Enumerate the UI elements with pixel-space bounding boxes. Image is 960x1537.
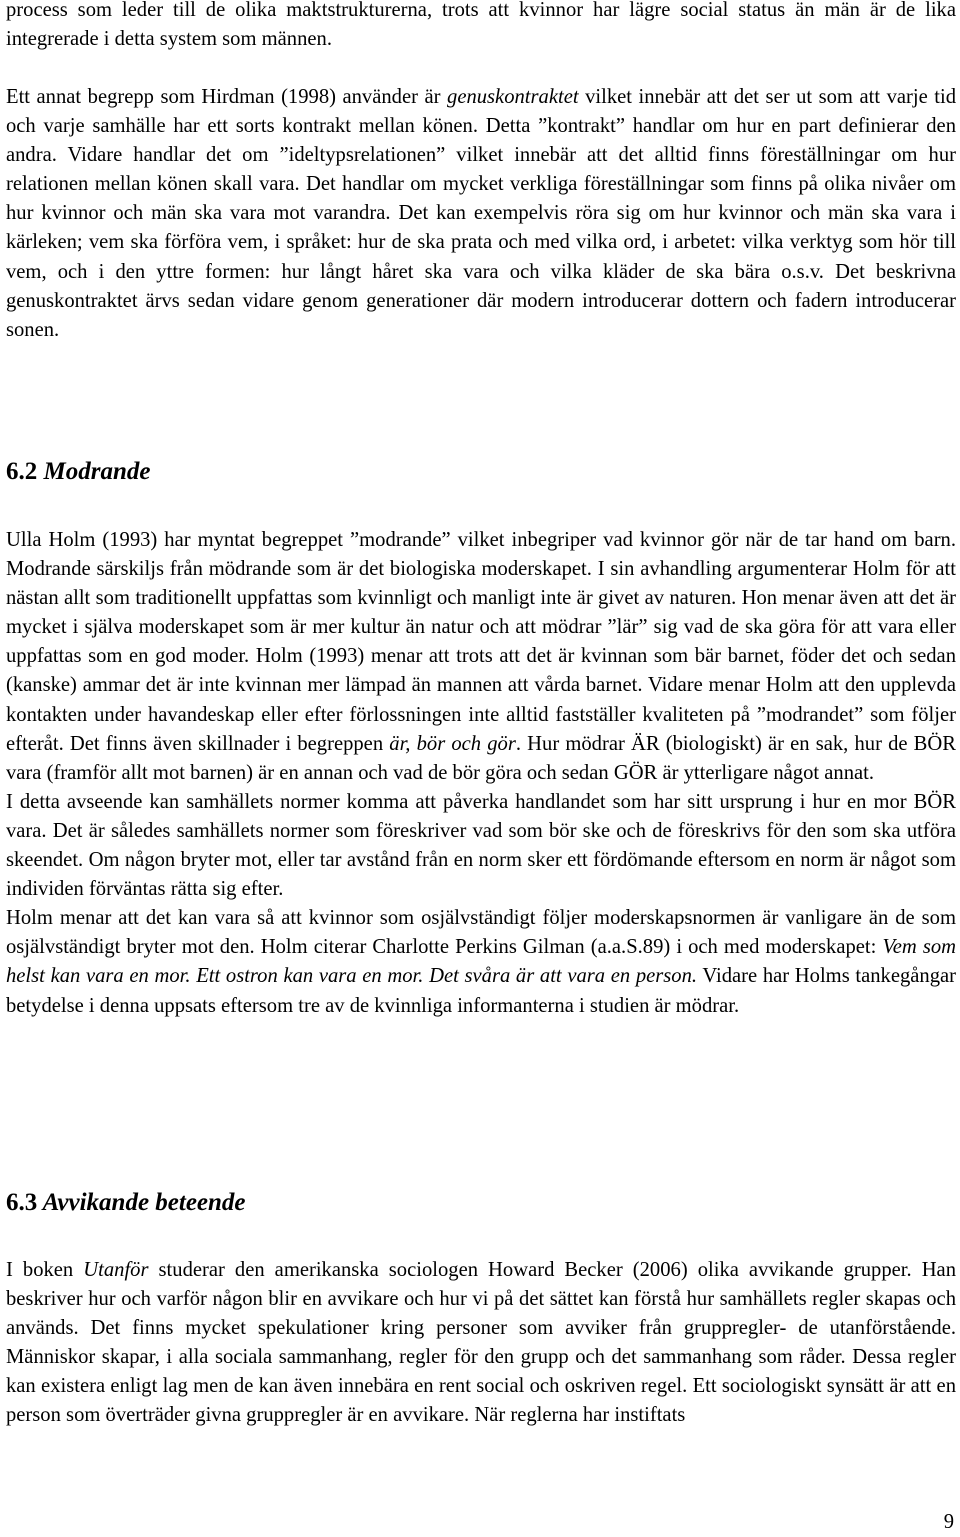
emphasis-term: är, bör och gör	[389, 732, 516, 755]
text-segment: Ulla Holm (1993) har myntat begreppet ”modrande” vilket inbegriper vad kvinnor gör när de tar hand om barn. Modrande särskiljs från mödrande som är det biologiska moderskapet. I sin avhandling argumenterar Holm för att nästan allt som traditionellt uppfattas som kvinnligt och manligt inte är givet av naturen. Hon menar även att det är mycket i själva moderskapet som är mer kultur än natur och att mödrar ”lär” sig vad de ska göra för att vara eller uppfattas som en god moder. Holm (1993) menar att trots att det är kvinnan som bär barnet, föder det och sedan (kanske) ammar det är inte kvinnan mer lämpad än mannen att vårda barnet. Vidare menar Holm att den upplevda kontakten under havandeskap eller efter förlossningen inte alltid fastställer kvaliteten på ”modrandet” som följer efteråt. Det finns även skillnader i begreppen	[6, 529, 956, 755]
text-segment: studerar den amerikanska sociologen Howard Becker (2006) olika avvikande grupper. Han beskriver hur och varför någon blir en avvikare och hur vi på det sättet kan förstå hur samhällets regler skapas och används. Det finns mycket spekulationer kring personer som avviker från gruppregler- de utanförstående. Människor skapar, i alla sociala sammanhang, regler för den grupp och det sammanhang som råder. Dessa regler kan existera enligt lag men de kan även innebära en rent social och oskriven regel. Ett sociologiskt synsätt är att en person som överträder givna gruppregler är en avvikare. När reglerna har instiftats	[6, 1259, 956, 1427]
text-segment: Ett annat begrepp som Hirdman (1998) använder är	[6, 86, 448, 108]
book-title: Utanför	[83, 1259, 149, 1281]
paragraph-avvikande	[6, 1256, 956, 1431]
text-segment: Holm menar att det kan vara så att kvinnor som osjälvständigt följer moderskapsnormen är vanligare än de som osjälvständigt bryter mot den. Holm citerar Charlotte Perkins Gilman (a.a.S.89) i och med moderskapet:	[6, 907, 956, 959]
text-segment: I detta avseende kan samhällets normer komma att påverka handlandet som har sitt ursprung i hur en mor BÖR vara. Det är således samhällets normer som föreskriver vad som bör ske och de föreskrivs för den som ska utföra skeendet. Om någon bryter mot, eller tar avstånd från en norm sker ett fördömande eftersom en norm är något som individen förväntas rätta sig efter.	[6, 790, 956, 901]
section-heading-6-3	[6, 1188, 246, 1218]
section-title: Avvikande beteende	[42, 1189, 246, 1216]
section-number: 6.3	[6, 1189, 38, 1216]
paragraph-genuskontrakt	[6, 83, 956, 345]
paragraph-continuation: process som leder till de olika maktstrukturerna, trots att kvinnor har lägre social status än män är de lika integrerade i detta system som männen.	[6, 0, 956, 51]
emphasis-term: genuskontraktet	[447, 86, 579, 108]
quote-italic: Vem som helst kan vara en mor. Ett ostron kan vara en mor. Det svåra är att vara en person.	[6, 936, 957, 988]
text-segment: . Hur mödrar ÄR (biologiskt) är en sak, hur de BÖR vara (framför allt mot barnen) är en annan och vad de bör göra och sedan GÖR är ytterligare något annat.	[6, 732, 957, 784]
section-number: 6.2	[6, 458, 38, 485]
section-heading-6-2	[6, 457, 150, 487]
text-segment: Vidare har Holms tankegångar betydelse i denna uppsats eftersom tre av de kvinnliga informanterna i studien är mödrar.	[6, 965, 957, 1017]
page-number: 9	[943, 1511, 954, 1533]
paragraph-modrande	[6, 526, 956, 1021]
section-title: Modrande	[43, 458, 151, 485]
text-segment: I boken	[6, 1259, 84, 1281]
text-segment: vilket innebär att det ser ut som att varje tid och varje samhälle har ett sorts kontrakt mellan könen. Detta ”kontrakt” handlar om hur en part definierar den andra. Vidare handlar det om ”ideltypsrelationen” vilket innebär att det alltid finns föreställningar om hur relationen mellan könen skall vara. Det handlar om mycket verkliga föreställningar som finns på olika nivåer om hur kvinnor och män ska vara mot varandra. Det kan exempelvis röra sig om hur kvinnor och män ska vara i kärleken; vem ska förföra vem, i språket: hur de ska prata och med vilka ord, i arbetet: vilka verktyg som hör till vem, och i den yttre formen: hur långt håret ska vara och vilka kläder de ska bära o.s.v. Det beskrivna genuskontraktet ärvs sedan vidare genom generationer där modern introducerar dottern och fadern introducerar sonen.	[6, 86, 956, 341]
